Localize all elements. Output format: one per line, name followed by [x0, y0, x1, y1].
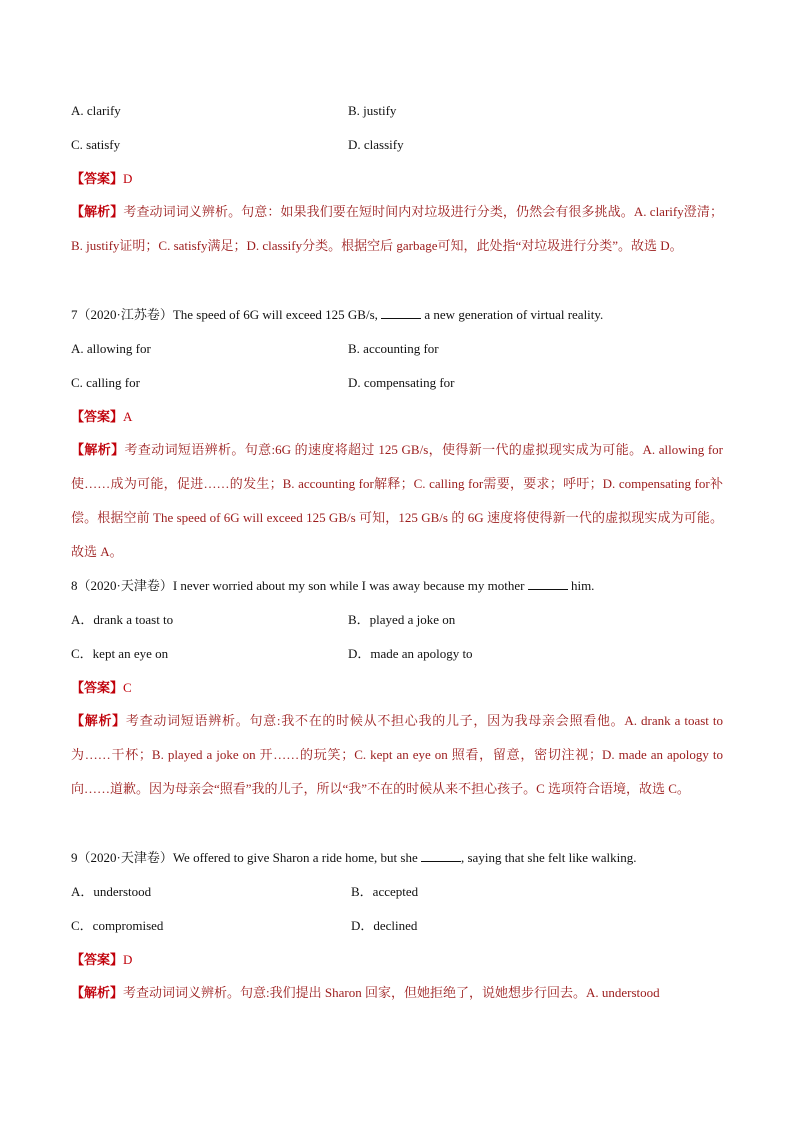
- q8-option-a[interactable]: A．drank a toast to: [71, 612, 174, 627]
- q7-options-row-2: [71, 374, 723, 392]
- q7-option-a[interactable]: A. allowing for: [71, 341, 151, 356]
- q7-option-b[interactable]: B. accounting for: [348, 341, 439, 356]
- q8-options-row-2: [71, 645, 723, 663]
- analysis-text: 考查动词短语辨析。句意:我不在的时候从不担心我的儿子，因为我母亲会照看他。A. drank a toast to 为……干杯；B. played a joke on 开……的玩笑；C. kept an eye on 照看，留意，密切注视；D. made an apology to 向……道歉。因为母亲会“照看”我的儿子，所以“我”不在的时候从来不担心孩子。C 选项符合语境，故选 C。: [71, 713, 723, 796]
- answer-value: D: [123, 171, 133, 186]
- q8-stem: [71, 577, 594, 595]
- q7-option-c[interactable]: C. calling for: [71, 375, 140, 390]
- q9-option-c[interactable]: C．compromised: [71, 918, 164, 933]
- analysis-tag: 【解析】: [71, 204, 124, 219]
- q7-analysis: [71, 433, 723, 569]
- q9-option-a[interactable]: A．understood: [71, 884, 152, 899]
- q9-options-row-2: [71, 917, 723, 935]
- q8-stem-before: 8（2020·天津卷）I never worried about my son while I was away because my mother: [71, 578, 525, 593]
- q7-answer: [71, 408, 132, 426]
- answer-value: C: [123, 680, 132, 695]
- q6-answer: [71, 170, 132, 188]
- q6-options-row-2: [71, 136, 723, 154]
- q8-options-row-1: [71, 611, 723, 629]
- analysis-text: 考查动词短语辨析。句意:6G 的速度将超过 125 GB/s，使得新一代的虚拟现实成为可能。A. allowing for使……成为可能，促进……的发生；B. accounting for解释；C. calling for需要，要求；呼吁；D. compensating for补偿。根据空前 The speed of 6G will exceed 125 GB/s 可知，125 GB/s 的 6G 速度将使得新一代的虚拟现实成为可能。故选 A。: [71, 442, 723, 559]
- analysis-tag: 【解析】: [71, 442, 125, 457]
- answer-tag: 【答案】: [71, 680, 124, 695]
- q6-option-c[interactable]: C. satisfy: [71, 137, 121, 152]
- q9-option-d[interactable]: D．declined: [351, 918, 418, 933]
- q7-options-row-1: [71, 340, 723, 358]
- answer-tag: 【答案】: [71, 409, 124, 424]
- q8-option-d[interactable]: D．made an apology to: [348, 646, 473, 661]
- q8-option-b[interactable]: B．played a joke on: [348, 612, 456, 627]
- q8-analysis: [71, 704, 723, 806]
- analysis-tag: 【解析】: [71, 713, 126, 728]
- answer-value: A: [123, 409, 133, 424]
- q7-stem-after: a new generation of virtual reality.: [424, 307, 604, 322]
- q8-option-c[interactable]: C．kept an eye on: [71, 646, 169, 661]
- q8-blank[interactable]: [528, 577, 568, 590]
- q6-options-row-1: [71, 102, 723, 120]
- q6-option-a[interactable]: A. clarify: [71, 103, 121, 118]
- q7-stem-before: 7（2020·江苏卷）The speed of 6G will exceed 125 GB/s,: [71, 307, 378, 322]
- q6-option-b[interactable]: B. justify: [348, 103, 397, 118]
- answer-tag: 【答案】: [71, 952, 124, 967]
- q9-stem-before: 9（2020·天津卷）We offered to give Sharon a ride home, but she: [71, 850, 418, 865]
- q7-option-d[interactable]: D. compensating for: [348, 375, 455, 390]
- q7-stem: [71, 306, 603, 324]
- analysis-text: 考查动词词义辨析。句意:我们提出 Sharon 回家，但她拒绝了，说她想步行回去。A. understood: [123, 985, 660, 1000]
- q9-option-b[interactable]: B．accepted: [351, 884, 419, 899]
- q6-option-d[interactable]: D. classify: [348, 137, 404, 152]
- q8-answer: [71, 679, 132, 697]
- analysis-tag: 【解析】: [71, 985, 124, 1000]
- q9-blank[interactable]: [421, 849, 461, 862]
- q6-analysis: [71, 195, 723, 263]
- answer-value: D: [123, 952, 133, 967]
- q9-stem: [71, 849, 636, 867]
- analysis-text: 考查动词词义辨析。句意：如果我们要在短时间内对垃圾进行分类，仍然会有很多挑战。A. clarify澄清；B. justify证明；C. satisfy满足；D. classify分类。根据空后 garbage可知，此处指“对垃圾进行分类”。故选 D。: [71, 204, 723, 253]
- q8-stem-after: him.: [570, 578, 595, 593]
- answer-tag: 【答案】: [71, 171, 124, 186]
- q9-answer: [71, 951, 132, 969]
- q9-options-row-1: [71, 883, 723, 901]
- q9-stem-after: , saying that she felt like walking.: [461, 850, 637, 865]
- q7-blank[interactable]: [381, 306, 421, 319]
- q9-analysis: [71, 976, 723, 1010]
